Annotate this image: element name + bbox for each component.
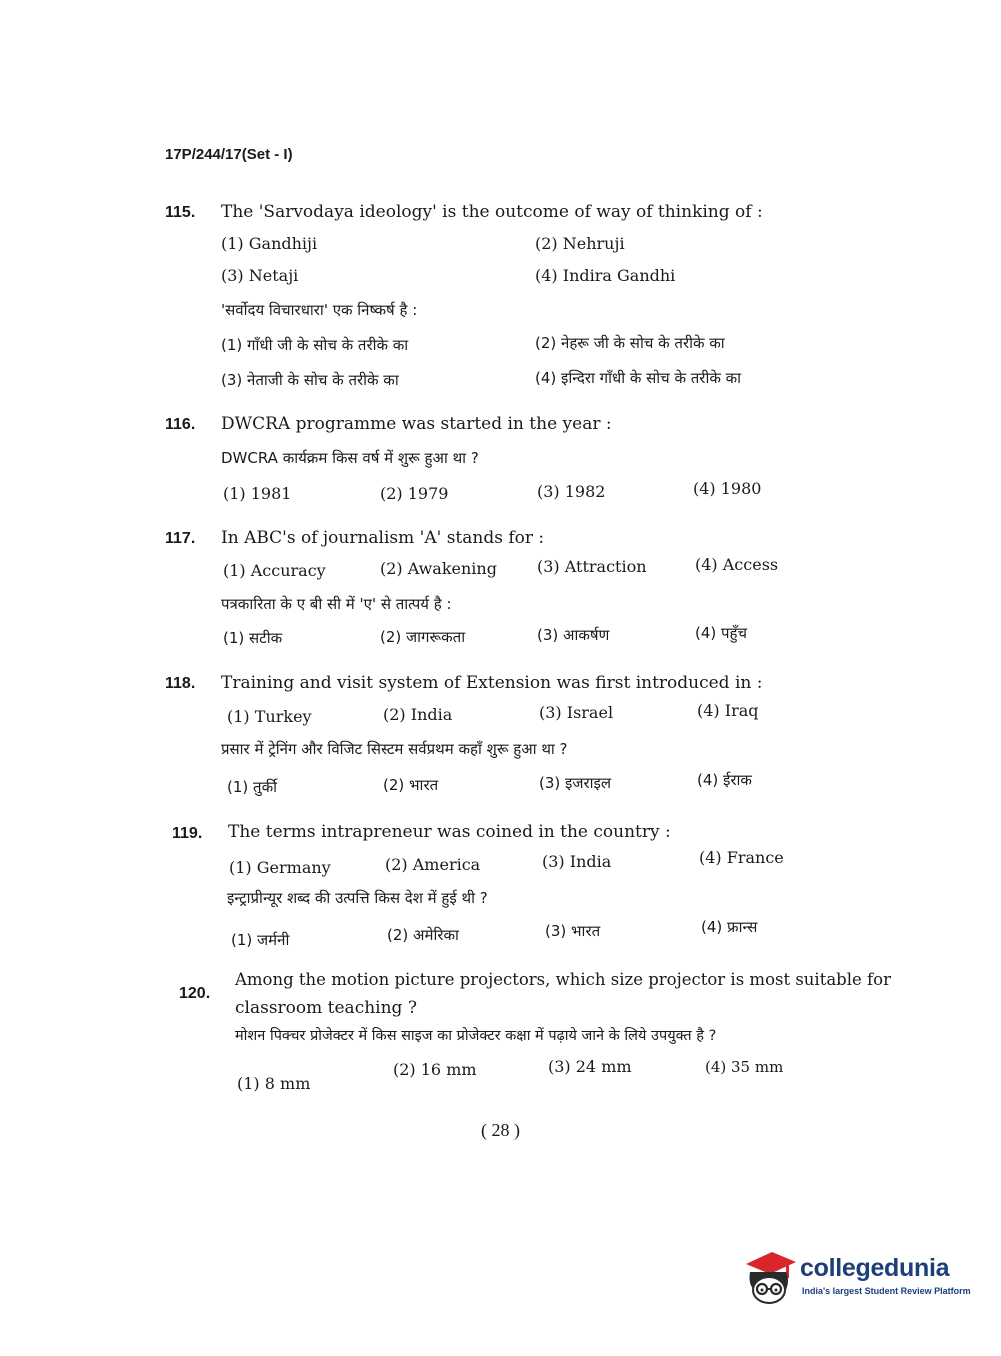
option-2-en: (2) Awakening — [380, 559, 497, 578]
question-text-en: In ABC's of journalism 'A' stands for : — [221, 528, 545, 548]
question-number: 116. — [165, 416, 196, 433]
option-2-hi: (2) भारत — [383, 776, 439, 794]
option-2-en: (2) Nehruji — [535, 234, 625, 253]
question-text-en: The 'Sarvodaya ideology' is the outcome of way of thinking of : — [221, 202, 763, 222]
question-text-en: The terms intrapreneur was coined in the country : — [228, 822, 671, 842]
option-3: (3) 1982 — [537, 482, 606, 501]
option-2-en: (2) America — [385, 855, 481, 874]
option-3-hi: (3) भारत — [545, 922, 601, 940]
option-3-en: (3) Israel — [539, 703, 614, 722]
option-1-en: (1) Turkey — [227, 707, 312, 726]
question-text-en: Training and visit system of Extension was first introduced in : — [221, 673, 763, 693]
question-number: 115. — [165, 204, 196, 221]
logo-mascot-icon — [742, 1250, 798, 1308]
option-2-hi: (2) अमेरिका — [387, 926, 459, 944]
option-1-hi: (1) गाँधी जी के सोच के तरीके का — [221, 336, 409, 354]
question-text-hi: प्रसार में ट्रेनिंग और विजिट सिस्टम सर्वप्रथम कहाँ शुरू हुआ था ? — [221, 740, 568, 758]
collegedunia-logo — [742, 1250, 972, 1310]
option-4: (4) 1980 — [693, 479, 762, 498]
question-text-en-line-2: classroom teaching ? — [235, 998, 417, 1018]
option-4-en: (4) France — [699, 848, 784, 867]
option-3-hi: (3) आकर्षण — [537, 626, 610, 644]
option-1-en: (1) Accuracy — [223, 561, 326, 580]
option-1: (1) 8 mm — [237, 1074, 311, 1093]
logo-name: collegedunia — [800, 1254, 950, 1282]
option-1-en: (1) Germany — [229, 858, 331, 877]
question-text-hi: पत्रकारिता के ए बी सी में 'ए' से तात्पर्य है : — [221, 595, 452, 613]
question-number: 120. — [179, 985, 211, 1002]
question-text-hi: DWCRA कार्यक्रम किस वर्ष में शुरू हुआ था ? — [221, 449, 479, 467]
option-3-en: (3) India — [542, 852, 612, 871]
option-1-hi: (1) तुर्की — [227, 778, 277, 796]
option-3: (3) 24 mm — [548, 1057, 632, 1076]
option-4-hi: (4) ईराक — [697, 771, 752, 789]
option-2: (2) 1979 — [380, 484, 449, 503]
logo-tagline: India's largest Student Review Platform — [802, 1286, 971, 1296]
page-number: ( 28 ) — [481, 1120, 520, 1140]
option-4: (4) 35 mm — [705, 1058, 784, 1076]
paper-code: 17P/244/17(Set - I) — [165, 146, 293, 163]
question-text-hi: इन्ट्राप्रीन्यूर शब्द की उत्पत्ति किस देश में हुई थी ? — [227, 889, 488, 907]
option-2-hi: (2) नेहरू जी के सोच के तरीके का — [535, 334, 725, 352]
question-text-en-line-1: Among the motion picture projectors, which size projector is most suitable for — [235, 970, 891, 989]
option-1-hi: (1) सटीक — [223, 629, 283, 647]
option-1-en: (1) Gandhiji — [221, 234, 318, 253]
option-3-hi: (3) इजराइल — [539, 774, 612, 792]
option-4-hi: (4) पहुँच — [695, 624, 748, 642]
option-4-hi: (4) इन्दिरा गाँधी के सोच के तरीके का — [535, 369, 742, 387]
option-2-en: (2) India — [383, 705, 453, 724]
question-number: 117. — [165, 530, 196, 547]
option-4-en: (4) Iraq — [697, 701, 759, 720]
option-2-hi: (2) जागरूकता — [380, 628, 466, 646]
option-4-en: (4) Access — [695, 555, 779, 574]
option-3-en: (3) Attraction — [537, 557, 647, 576]
question-number: 119. — [172, 825, 203, 842]
option-2: (2) 16 mm — [393, 1060, 477, 1079]
question-number: 118. — [165, 675, 196, 692]
option-4-hi: (4) फ्रान्स — [701, 918, 758, 936]
option-1-hi: (1) जर्मनी — [231, 931, 290, 949]
option-3-hi: (3) नेताजी के सोच के तरीके का — [221, 371, 399, 389]
option-4-en: (4) Indira Gandhi — [535, 266, 676, 285]
option-1: (1) 1981 — [223, 484, 292, 503]
question-text-en: DWCRA programme was started in the year : — [221, 414, 612, 434]
option-3-en: (3) Netaji — [221, 266, 299, 285]
question-text-hi: मोशन पिक्चर प्रोजेक्टर में किस साइज का प्रोजेक्टर कक्षा में पढ़ाये जाने के लिये उपयुक्त है ? — [235, 1028, 717, 1044]
question-text-hi: 'सर्वोदय विचारधारा' एक निष्कर्ष है : — [221, 301, 418, 319]
